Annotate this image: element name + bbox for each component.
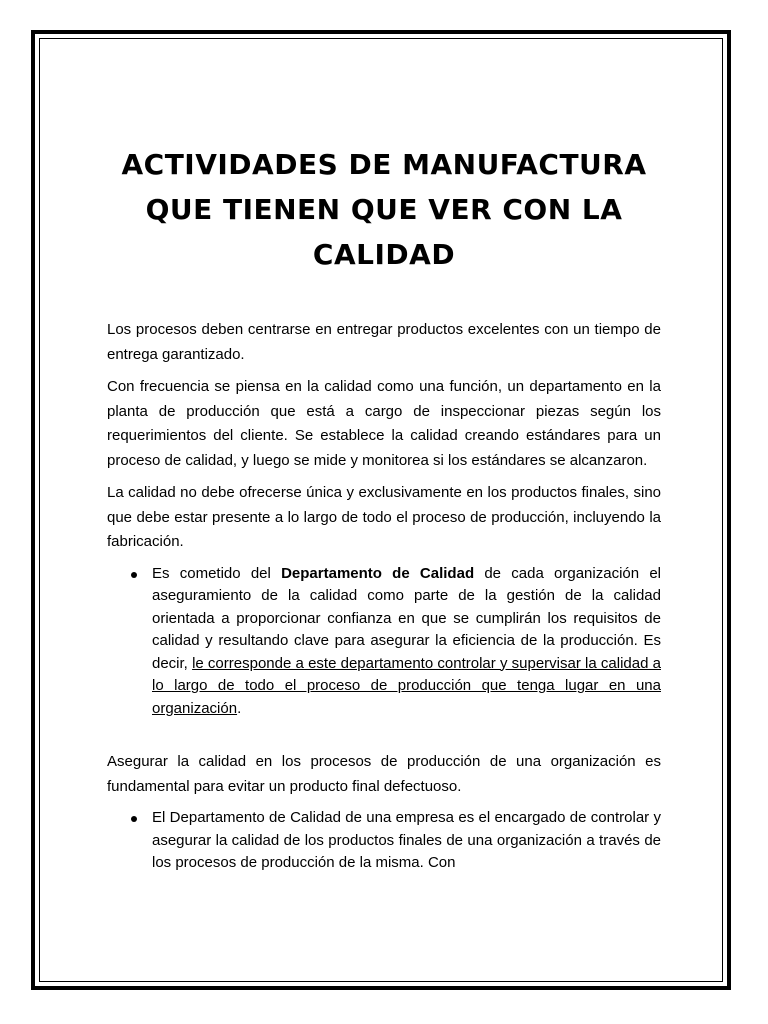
paragraph-intro: Los procesos deben centrarse en entregar productos excelentes con un tiempo de entrega garantizado. [107, 321, 661, 363]
bullet2-text: El Departamento de Calidad de una empresa es el encargado de controlar y asegurar la calidad de los productos finales de una organización a través de los procesos de producción de la misma. Con [152, 809, 661, 871]
bullet1-underlined: le corresponde a este departamento controlar y supervisar la calidad a lo largo de todo el proceso de producción que tenga lugar en una organización [152, 654, 661, 717]
title-line-2: QUE TIENEN QUE VER CON LA [145, 193, 623, 226]
bullet1-bold: Departamento de Calidad [281, 564, 475, 582]
bullet-list-2 [107, 807, 661, 875]
paragraph-quality-function: Con frecuencia se piensa en la calidad como una función, un departamento en la planta de producción que está a cargo de inspeccionar piezas según los requerimientos del cliente. Se establece la calidad creando estándares para un proceso de calidad, y luego se mide y monitorea si los estándares se alcanzaron. [107, 378, 661, 469]
document-body [107, 318, 661, 875]
document-title [90, 142, 678, 277]
bullet-dot-icon [131, 572, 137, 578]
bullet-list-1 [107, 563, 661, 721]
bullet1-pre: Es cometido del [152, 564, 282, 582]
bullet-item-department-role [107, 807, 661, 875]
bullet-dot-icon [131, 816, 137, 822]
title-line-3: CALIDAD [312, 238, 456, 271]
bullet1-post: . [237, 699, 242, 717]
paragraph-assurance: Asegurar la calidad en los procesos de producción de una organización es fundamental para evitar un producto final defectuoso. [107, 753, 661, 795]
bullet-item-quality-department [107, 563, 661, 721]
bullet1-mid: de cada organización el aseguramiento de la calidad como parte de la gestión de la calidad orientada a proporcionar confianza en que se cumplirán los requisitos de calidad y resultando clave para asegurar la eficiencia de la producción. Es decir, [152, 564, 661, 672]
title-line-1: ACTIVIDADES DE MANUFACTURA [121, 148, 647, 181]
paragraph-quality-process: La calidad no debe ofrecerse única y exclusivamente en los productos finales, sino que debe estar presente a lo largo de todo el proceso de producción, incluyendo la fabricación. [107, 484, 661, 550]
